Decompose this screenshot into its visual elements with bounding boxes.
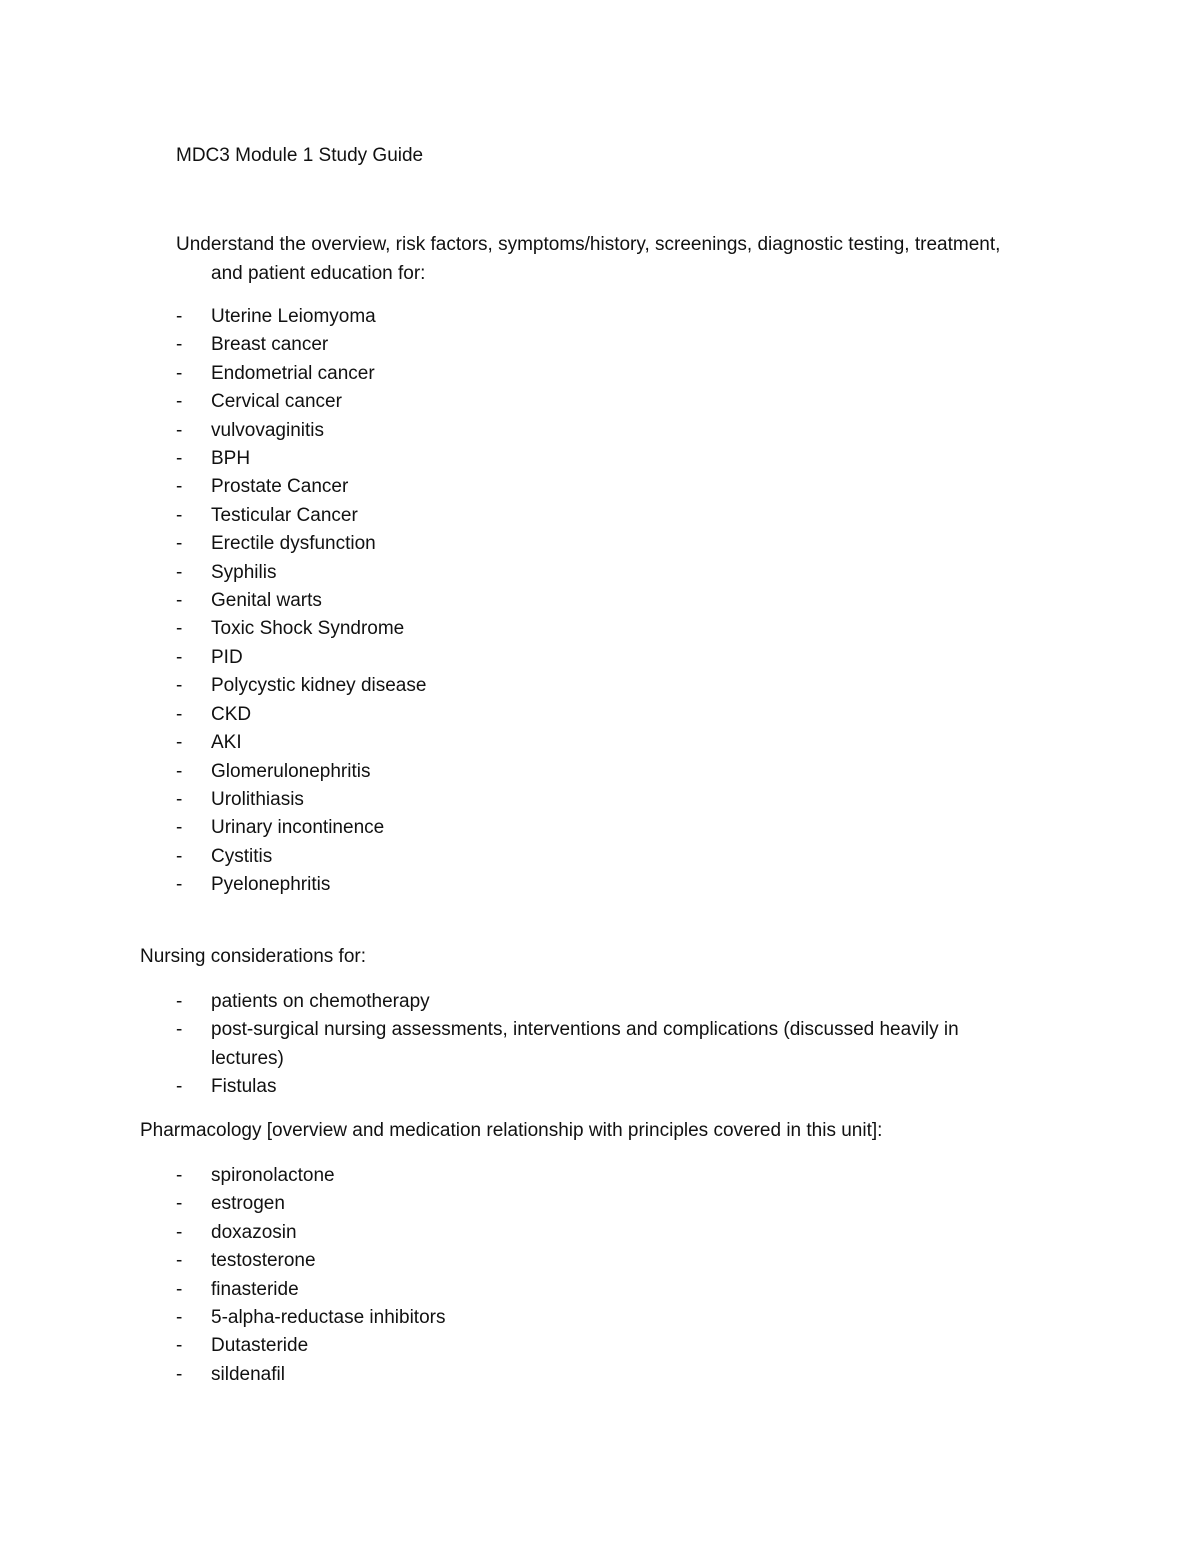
topic-item-text: Cervical cancer <box>211 391 342 413</box>
bullet-dash: - <box>176 504 183 526</box>
topic-item-text: PID <box>211 646 243 668</box>
bullet-dash: - <box>176 334 183 356</box>
bullet-dash: - <box>176 703 183 725</box>
topic-item <box>176 871 1036 899</box>
medication-item-text: estrogen <box>211 1193 285 1215</box>
topic-item-text: Polycystic kidney disease <box>211 675 427 697</box>
medication-item-text: finasteride <box>211 1278 299 1300</box>
bullet-dash: - <box>176 419 183 441</box>
topic-item <box>176 701 1036 729</box>
bullet-dash: - <box>176 788 183 810</box>
medication-item-text: sildenafil <box>211 1363 285 1385</box>
bullet-dash: - <box>176 1165 183 1186</box>
topic-item-text: Testicular Cancer <box>211 504 358 526</box>
nursing-item-text: post-surgical nursing assessments, interventions and complications (discussed heavily in lectures) <box>211 1019 959 1069</box>
nursing-item-text: Fistulas <box>211 1076 277 1098</box>
topic-item-text: CKD <box>211 703 252 725</box>
bullet-dash: - <box>176 476 183 498</box>
medication-item-text: doxazosin <box>211 1221 297 1243</box>
pharmacology-list <box>176 1162 1036 1389</box>
topic-item <box>176 587 1036 615</box>
topic-item-text: Genital warts <box>211 590 322 612</box>
bullet-dash: - <box>176 1278 183 1300</box>
medication-item <box>176 1190 1036 1218</box>
bullet-dash: - <box>176 391 183 413</box>
topic-item-text: BPH <box>211 448 251 470</box>
bullet-dash: - <box>176 1019 183 1041</box>
topic-item-text: Uterine Leiomyoma <box>211 306 376 327</box>
medication-item-text: testosterone <box>211 1250 316 1272</box>
topic-item-text: Pyelonephritis <box>211 874 331 896</box>
bullet-dash: - <box>176 874 183 896</box>
bullet-dash: - <box>176 646 183 668</box>
topic-item <box>176 814 1036 842</box>
topic-item-text: Syphilis <box>211 561 277 583</box>
topic-item-text: Prostate Cancer <box>211 476 349 498</box>
topic-item <box>176 644 1036 672</box>
pharmacology-heading: Pharmacology [overview and medication relationship with principles covered in this unit]: <box>140 1120 883 1141</box>
bullet-dash: - <box>176 991 183 1012</box>
topic-item-text: Erectile dysfunction <box>211 533 376 555</box>
topic-item <box>176 758 1036 786</box>
bullet-dash: - <box>176 1335 183 1357</box>
nursing-item <box>176 1016 1036 1073</box>
bullet-dash: - <box>176 561 183 583</box>
nursing-list <box>176 988 1036 1102</box>
topic-item <box>176 388 1036 416</box>
medication-item <box>176 1332 1036 1360</box>
bullet-dash: - <box>176 1193 183 1215</box>
topic-item-text: Breast cancer <box>211 334 329 356</box>
topic-item-text: vulvovaginitis <box>211 419 324 441</box>
topic-item <box>176 530 1036 558</box>
bullet-dash: - <box>176 306 183 327</box>
bullet-dash: - <box>176 1076 183 1098</box>
bullet-dash: - <box>176 675 183 697</box>
nursing-item <box>176 1073 1036 1101</box>
bullet-dash: - <box>176 1363 183 1385</box>
topic-item <box>176 360 1036 388</box>
intro-line-1: Understand the overview, risk factors, symptoms/history, screenings, diagnostic testing, treatment, <box>176 234 1001 255</box>
nursing-item <box>176 988 1036 1016</box>
bullet-dash: - <box>176 533 183 555</box>
bullet-dash: - <box>176 732 183 754</box>
bullet-dash: - <box>176 817 183 839</box>
bullet-dash: - <box>176 845 183 867</box>
nursing-item-text: patients on chemotherapy <box>211 991 430 1012</box>
bullet-dash: - <box>176 1307 183 1329</box>
medication-item-text: spironolactone <box>211 1165 335 1186</box>
topic-item-text: Urinary incontinence <box>211 817 385 839</box>
topic-item <box>176 502 1036 530</box>
topic-item-text: AKI <box>211 732 242 754</box>
medication-item <box>176 1219 1036 1247</box>
bullet-dash: - <box>176 760 183 782</box>
topic-item <box>176 729 1036 757</box>
topic-item <box>176 473 1036 501</box>
medication-item <box>176 1162 1036 1190</box>
intro-paragraph <box>176 230 1056 288</box>
medication-item <box>176 1361 1036 1389</box>
bullet-dash: - <box>176 618 183 640</box>
topic-item <box>176 672 1036 700</box>
topics-list <box>176 303 1036 900</box>
topic-item-text: Endometrial cancer <box>211 362 375 384</box>
medication-item-text: 5-alpha-reductase inhibitors <box>211 1307 446 1329</box>
bullet-dash: - <box>176 1250 183 1272</box>
topic-item-text: Glomerulonephritis <box>211 760 371 782</box>
document-title: MDC3 Module 1 Study Guide <box>176 145 424 166</box>
topic-item-text: Toxic Shock Syndrome <box>211 618 405 640</box>
medication-item <box>176 1247 1036 1275</box>
topic-item <box>176 843 1036 871</box>
topic-item <box>176 559 1036 587</box>
bullet-dash: - <box>176 1221 183 1243</box>
topic-item <box>176 303 1036 331</box>
nursing-heading: Nursing considerations for: <box>140 946 366 967</box>
bullet-dash: - <box>176 362 183 384</box>
bullet-dash: - <box>176 590 183 612</box>
medication-item-text: Dutasteride <box>211 1335 309 1357</box>
topic-item <box>176 615 1036 643</box>
medication-item <box>176 1304 1036 1332</box>
topic-item <box>176 786 1036 814</box>
medication-item <box>176 1276 1036 1304</box>
topic-item <box>176 445 1036 473</box>
topic-item-text: Urolithiasis <box>211 788 304 810</box>
bullet-dash: - <box>176 448 183 470</box>
intro-line-2: and patient education for: <box>211 263 426 284</box>
topic-item <box>176 331 1036 359</box>
topic-item-text: Cystitis <box>211 845 273 867</box>
topic-item <box>176 417 1036 445</box>
